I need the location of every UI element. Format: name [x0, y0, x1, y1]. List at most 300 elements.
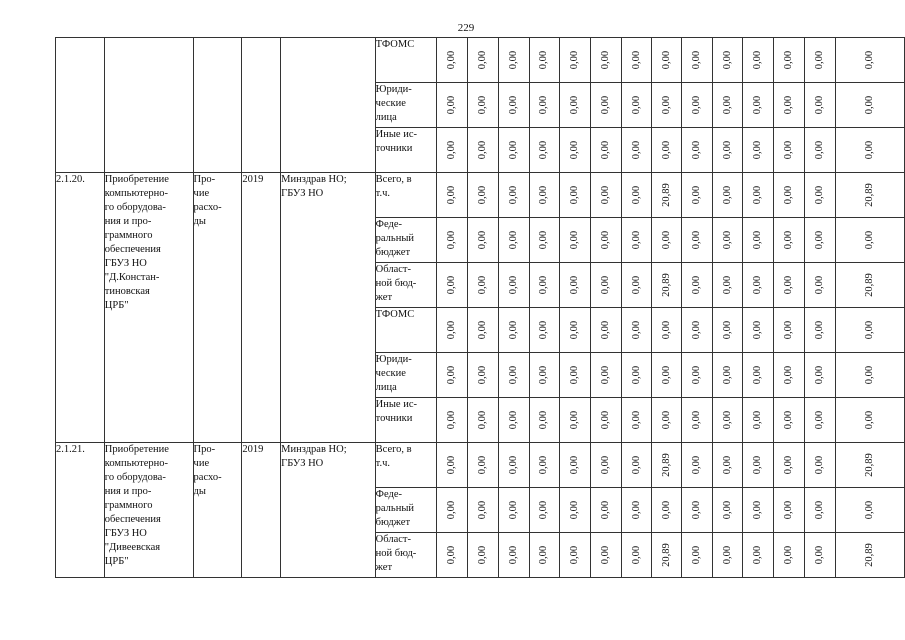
value-text: 0,00 — [476, 140, 488, 160]
value-cell — [682, 128, 713, 173]
value-text: 0,00 — [630, 455, 642, 475]
funding-source-cell: Всего, в т.ч. — [375, 443, 437, 488]
value-cell — [498, 353, 529, 398]
funding-source-cell: ТФОМС — [375, 38, 437, 83]
value-cell — [804, 83, 835, 128]
value-cell — [437, 83, 468, 128]
value-text: 0,00 — [752, 455, 764, 475]
value-cell — [590, 398, 621, 443]
value-text: 0,00 — [446, 410, 458, 430]
value-cell — [529, 488, 560, 533]
value-text: 0,00 — [476, 545, 488, 565]
value-text: 0,00 — [446, 320, 458, 340]
value-cell — [682, 533, 713, 578]
value-cell — [560, 218, 591, 263]
value-cell — [652, 308, 682, 353]
value-cell — [437, 173, 468, 218]
value-text: 0,00 — [690, 95, 702, 115]
value-text: 0,00 — [599, 50, 611, 70]
value-cell — [529, 533, 560, 578]
value-cell — [468, 398, 499, 443]
expense-type-cell: Про- чие расхо- ды — [193, 173, 242, 443]
value-cell — [590, 533, 621, 578]
value-text: 0,00 — [446, 500, 458, 520]
value-cell — [743, 398, 774, 443]
value-text: 0,00 — [446, 545, 458, 565]
value-text: 0,00 — [446, 365, 458, 385]
value-cell — [652, 83, 682, 128]
value-cell — [437, 353, 468, 398]
value-cell — [468, 128, 499, 173]
value-text: 0,00 — [752, 545, 764, 565]
value-cell — [743, 38, 774, 83]
value-text: 0,00 — [660, 50, 672, 70]
item-name-cell: Приобретение компьютерно- го оборудова- ния и про- граммного обеспечения ГБУЗ НО "Д.Констан- тиновская ЦРБ" — [104, 173, 193, 443]
value-text: 0,00 — [721, 545, 733, 565]
value-text: 0,00 — [752, 95, 764, 115]
value-cell — [498, 128, 529, 173]
value-cell — [712, 353, 743, 398]
value-text: 0,00 — [476, 95, 488, 115]
value-text: 0,00 — [507, 50, 519, 70]
value-text: 0,00 — [660, 95, 672, 115]
value-text: 0,00 — [630, 275, 642, 295]
item-name-cell: Приобретение компьютерно- го оборудова- ния и про- граммного обеспечения ГБУЗ НО "Дивеевская ЦРБ" — [104, 443, 193, 578]
total-text: 0,00 — [863, 320, 875, 340]
value-cell — [468, 83, 499, 128]
value-text: 0,00 — [752, 50, 764, 70]
value-cell — [682, 263, 713, 308]
value-text: 0,00 — [721, 185, 733, 205]
value-text: 0,00 — [538, 185, 550, 205]
value-text: 0,00 — [538, 50, 550, 70]
value-text: 0,00 — [783, 545, 795, 565]
value-cell — [652, 398, 682, 443]
value-text: 0,00 — [538, 500, 550, 520]
value-cell — [682, 443, 713, 488]
item-code-cell — [56, 38, 105, 173]
value-cell — [712, 263, 743, 308]
value-text: 0,00 — [752, 185, 764, 205]
value-text: 0,00 — [690, 140, 702, 160]
value-cell — [774, 218, 805, 263]
value-cell — [743, 218, 774, 263]
total-text: 0,00 — [863, 50, 875, 70]
item-name-cell — [104, 38, 193, 173]
value-text: 0,00 — [783, 275, 795, 295]
value-cell — [743, 488, 774, 533]
value-text: 0,00 — [813, 140, 825, 160]
value-cell — [682, 398, 713, 443]
value-text: 0,00 — [690, 455, 702, 475]
value-cell — [590, 263, 621, 308]
value-cell — [743, 443, 774, 488]
value-cell — [498, 38, 529, 83]
value-cell — [743, 83, 774, 128]
value-text: 0,00 — [783, 500, 795, 520]
value-text: 0,00 — [476, 365, 488, 385]
total-cell — [835, 173, 904, 218]
value-text: 0,00 — [476, 185, 488, 205]
value-cell — [529, 173, 560, 218]
value-text: 0,00 — [660, 140, 672, 160]
value-text: 0,00 — [813, 230, 825, 250]
total-cell — [835, 308, 904, 353]
value-cell — [590, 443, 621, 488]
value-text: 0,00 — [538, 275, 550, 295]
value-text: 0,00 — [569, 545, 581, 565]
value-cell — [468, 353, 499, 398]
value-cell — [774, 308, 805, 353]
value-cell — [774, 443, 805, 488]
value-cell — [529, 128, 560, 173]
value-text: 0,00 — [813, 95, 825, 115]
funding-source-cell: Област- ной бюд- жет — [375, 263, 437, 308]
value-text: 0,00 — [752, 230, 764, 250]
value-text: 0,00 — [476, 230, 488, 250]
value-cell — [590, 308, 621, 353]
value-text: 0,00 — [813, 320, 825, 340]
value-cell — [621, 83, 652, 128]
funding-source-cell: Иные ис- точники — [375, 398, 437, 443]
value-cell — [437, 263, 468, 308]
item-code-cell: 2.1.20. — [56, 173, 105, 443]
total-text: 0,00 — [863, 500, 875, 520]
value-cell — [682, 353, 713, 398]
value-text: 0,00 — [721, 320, 733, 340]
value-cell — [498, 83, 529, 128]
value-text: 0,00 — [599, 185, 611, 205]
value-cell — [621, 353, 652, 398]
value-text: 0,00 — [690, 275, 702, 295]
value-cell — [529, 308, 560, 353]
value-text: 0,00 — [690, 410, 702, 430]
value-text: 0,00 — [599, 140, 611, 160]
funding-source-cell: Всего, в т.ч. — [375, 173, 437, 218]
value-text: 0,00 — [630, 140, 642, 160]
value-text: 0,00 — [569, 185, 581, 205]
value-cell — [652, 443, 682, 488]
value-cell — [743, 308, 774, 353]
value-cell — [560, 353, 591, 398]
value-cell — [590, 218, 621, 263]
value-text: 0,00 — [599, 365, 611, 385]
value-cell — [590, 488, 621, 533]
value-text: 0,00 — [813, 500, 825, 520]
value-cell — [498, 263, 529, 308]
value-cell — [804, 398, 835, 443]
total-text: 0,00 — [863, 410, 875, 430]
value-cell — [498, 308, 529, 353]
value-text: 0,00 — [569, 230, 581, 250]
year-cell: 2019 — [242, 443, 281, 578]
value-text: 0,00 — [783, 140, 795, 160]
value-cell — [774, 173, 805, 218]
value-text: 0,00 — [599, 275, 611, 295]
value-cell — [712, 488, 743, 533]
value-text: 0,00 — [752, 275, 764, 295]
value-text: 0,00 — [446, 455, 458, 475]
value-cell — [468, 443, 499, 488]
funding-source-cell: Юриди- ческие лица — [375, 353, 437, 398]
value-cell — [774, 398, 805, 443]
value-text: 0,00 — [783, 230, 795, 250]
value-text: 0,00 — [446, 50, 458, 70]
value-text: 0,00 — [569, 50, 581, 70]
value-cell — [560, 128, 591, 173]
value-text: 0,00 — [569, 95, 581, 115]
value-text: 0,00 — [752, 500, 764, 520]
value-text: 0,00 — [538, 365, 550, 385]
value-cell — [712, 128, 743, 173]
value-text: 0,00 — [476, 275, 488, 295]
value-cell — [529, 218, 560, 263]
total-cell — [835, 443, 904, 488]
value-cell — [437, 308, 468, 353]
value-cell — [560, 83, 591, 128]
value-cell — [712, 38, 743, 83]
value-text: 0,00 — [690, 185, 702, 205]
value-text: 0,00 — [569, 320, 581, 340]
value-cell — [529, 263, 560, 308]
value-text: 0,00 — [690, 365, 702, 385]
value-cell — [560, 173, 591, 218]
value-text: 0,00 — [813, 365, 825, 385]
value-cell — [529, 398, 560, 443]
value-text: 0,00 — [507, 185, 519, 205]
total-cell — [835, 218, 904, 263]
value-cell — [712, 83, 743, 128]
value-text: 0,00 — [446, 275, 458, 295]
value-cell — [652, 353, 682, 398]
value-cell — [774, 38, 805, 83]
table-row — [56, 38, 905, 83]
value-text: 20,89 — [660, 543, 672, 567]
value-text: 0,00 — [783, 185, 795, 205]
value-text: 0,00 — [752, 365, 764, 385]
value-cell — [804, 218, 835, 263]
value-text: 0,00 — [507, 320, 519, 340]
value-cell — [682, 308, 713, 353]
value-text: 0,00 — [446, 95, 458, 115]
value-text: 0,00 — [476, 500, 488, 520]
value-text: 0,00 — [569, 500, 581, 520]
value-text: 0,00 — [630, 95, 642, 115]
value-cell — [621, 173, 652, 218]
value-cell — [498, 218, 529, 263]
value-text: 0,00 — [721, 275, 733, 295]
total-text: 0,00 — [863, 95, 875, 115]
budget-table-body — [56, 38, 905, 578]
value-cell — [590, 173, 621, 218]
value-cell — [437, 398, 468, 443]
value-text: 0,00 — [660, 365, 672, 385]
value-cell — [468, 308, 499, 353]
budget-table — [55, 37, 905, 578]
value-cell — [437, 533, 468, 578]
value-text: 0,00 — [721, 50, 733, 70]
value-text: 0,00 — [690, 500, 702, 520]
value-text: 0,00 — [630, 365, 642, 385]
value-text: 0,00 — [783, 95, 795, 115]
value-cell — [498, 398, 529, 443]
value-cell — [652, 173, 682, 218]
value-text: 0,00 — [752, 320, 764, 340]
value-text: 0,00 — [630, 545, 642, 565]
value-text: 0,00 — [446, 185, 458, 205]
value-cell — [804, 533, 835, 578]
value-text: 0,00 — [783, 365, 795, 385]
value-cell — [498, 173, 529, 218]
value-text: 0,00 — [599, 410, 611, 430]
value-cell — [621, 128, 652, 173]
total-cell — [835, 263, 904, 308]
value-text: 0,00 — [476, 410, 488, 430]
total-text: 0,00 — [863, 140, 875, 160]
value-cell — [743, 263, 774, 308]
total-cell — [835, 353, 904, 398]
value-text: 0,00 — [538, 95, 550, 115]
value-text: 0,00 — [660, 320, 672, 340]
value-cell — [743, 173, 774, 218]
value-cell — [560, 308, 591, 353]
value-cell — [774, 128, 805, 173]
value-text: 0,00 — [507, 275, 519, 295]
value-text: 0,00 — [813, 185, 825, 205]
executor-cell: Минздрав НО; ГБУЗ НО — [281, 173, 376, 443]
value-cell — [712, 173, 743, 218]
total-cell — [835, 128, 904, 173]
value-cell — [560, 533, 591, 578]
total-cell — [835, 398, 904, 443]
value-cell — [743, 533, 774, 578]
value-cell — [468, 173, 499, 218]
value-text: 0,00 — [538, 455, 550, 475]
table-row — [56, 443, 905, 488]
value-text: 0,00 — [538, 320, 550, 340]
value-cell — [682, 218, 713, 263]
value-text: 0,00 — [599, 500, 611, 520]
value-cell — [804, 443, 835, 488]
value-cell — [774, 488, 805, 533]
value-text: 0,00 — [690, 320, 702, 340]
value-text: 0,00 — [690, 545, 702, 565]
value-text: 0,00 — [660, 500, 672, 520]
value-text: 0,00 — [721, 140, 733, 160]
value-cell — [560, 488, 591, 533]
value-cell — [468, 38, 499, 83]
value-text: 0,00 — [507, 365, 519, 385]
value-cell — [743, 128, 774, 173]
total-text: 0,00 — [863, 365, 875, 385]
value-text: 0,00 — [630, 230, 642, 250]
expense-type-cell: Про- чие расхо- ды — [193, 443, 242, 578]
total-text: 20,89 — [863, 273, 875, 297]
value-cell — [590, 38, 621, 83]
value-cell — [774, 353, 805, 398]
value-text: 0,00 — [721, 455, 733, 475]
value-cell — [621, 443, 652, 488]
value-cell — [621, 398, 652, 443]
value-cell — [804, 488, 835, 533]
value-cell — [590, 128, 621, 173]
value-text: 0,00 — [783, 50, 795, 70]
value-text: 0,00 — [538, 230, 550, 250]
value-text: 0,00 — [752, 140, 764, 160]
value-cell — [560, 398, 591, 443]
value-text: 0,00 — [660, 410, 672, 430]
value-cell — [774, 533, 805, 578]
value-text: 20,89 — [660, 273, 672, 297]
value-cell — [804, 353, 835, 398]
total-cell — [835, 488, 904, 533]
value-cell — [468, 488, 499, 533]
item-code-cell: 2.1.21. — [56, 443, 105, 578]
value-text: 0,00 — [813, 410, 825, 430]
value-text: 0,00 — [507, 410, 519, 430]
value-text: 20,89 — [660, 183, 672, 207]
value-text: 0,00 — [813, 545, 825, 565]
value-cell — [498, 533, 529, 578]
value-cell — [652, 263, 682, 308]
value-cell — [468, 263, 499, 308]
value-text: 0,00 — [507, 95, 519, 115]
total-text: 20,89 — [863, 543, 875, 567]
value-text: 0,00 — [690, 50, 702, 70]
value-cell — [468, 533, 499, 578]
value-cell — [498, 488, 529, 533]
value-text: 0,00 — [538, 410, 550, 430]
value-text: 0,00 — [783, 320, 795, 340]
value-text: 0,00 — [599, 95, 611, 115]
value-text: 0,00 — [569, 410, 581, 430]
value-cell — [621, 488, 652, 533]
executor-cell: Минздрав НО; ГБУЗ НО — [281, 443, 376, 578]
value-text: 0,00 — [721, 500, 733, 520]
value-text: 0,00 — [752, 410, 764, 430]
value-cell — [437, 443, 468, 488]
value-cell — [621, 218, 652, 263]
value-cell — [712, 533, 743, 578]
value-cell — [529, 443, 560, 488]
value-text: 0,00 — [721, 410, 733, 430]
funding-source-cell: Юриди- ческие лица — [375, 83, 437, 128]
value-text: 0,00 — [569, 455, 581, 475]
value-cell — [774, 83, 805, 128]
value-cell — [437, 218, 468, 263]
value-text: 0,00 — [783, 410, 795, 430]
total-text: 0,00 — [863, 230, 875, 250]
value-text: 0,00 — [599, 545, 611, 565]
value-cell — [804, 263, 835, 308]
value-cell — [590, 83, 621, 128]
value-text: 0,00 — [721, 95, 733, 115]
value-cell — [498, 443, 529, 488]
value-cell — [652, 128, 682, 173]
value-text: 0,00 — [476, 320, 488, 340]
value-text: 0,00 — [813, 275, 825, 295]
value-cell — [529, 38, 560, 83]
value-text: 0,00 — [569, 365, 581, 385]
value-cell — [621, 38, 652, 83]
value-cell — [804, 128, 835, 173]
value-text: 0,00 — [538, 140, 550, 160]
total-cell — [835, 533, 904, 578]
value-cell — [560, 443, 591, 488]
value-text: 0,00 — [476, 50, 488, 70]
value-cell — [712, 308, 743, 353]
value-cell — [712, 443, 743, 488]
